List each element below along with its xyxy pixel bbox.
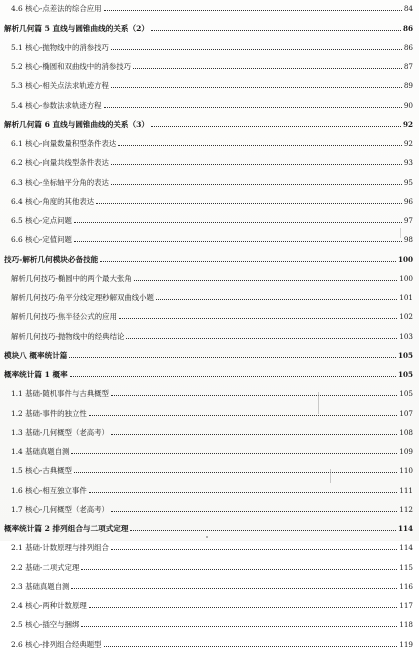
toc-entry-title: 2.2 基础-二项式定理 — [11, 562, 80, 572]
toc-entry-row — [4, 418, 413, 437]
toc-section-row — [4, 341, 413, 360]
toc-page-number: 109 — [399, 447, 413, 456]
toc-page-number: 105 — [397, 370, 413, 379]
toc-page-number: 103 — [399, 331, 413, 341]
toc-entry-title: 1.4 基础真题自测 — [11, 447, 70, 456]
toc-entry-row — [4, 533, 413, 552]
dot-leader — [89, 607, 398, 608]
toc-entry-row — [4, 187, 413, 206]
dot-leader — [119, 318, 397, 319]
toc-entry-title: 1.1 基础-随机事件与古典概型 — [11, 389, 109, 399]
toc-entry-row — [4, 283, 413, 302]
toc-entry-title: 2.4 核心-两种计数原理 — [11, 601, 87, 610]
toc-page-number: 112 — [399, 504, 413, 514]
toc-entry-row — [4, 629, 413, 648]
dot-leader — [151, 126, 401, 127]
toc-page-number: 108 — [399, 427, 413, 437]
dot-leader — [74, 241, 402, 242]
toc-page-number: 105 — [399, 389, 413, 399]
toc-entry-title: 4.6 核心-点差法的综合应用 — [11, 4, 102, 14]
toc-entry-title: 6.1 核心-向量数量积型条件表达 — [11, 139, 117, 148]
toc-page-number: 114 — [399, 543, 413, 553]
toc-entry-title: 解析几何技巧-抛物线中的经典结论 — [11, 331, 125, 341]
dot-leader — [111, 549, 397, 550]
toc-entry-title: 1.5 核心-古典概型 — [11, 466, 72, 476]
scan-mark — [330, 469, 331, 483]
toc-section-row — [4, 110, 413, 129]
toc-entry-row — [4, 552, 413, 571]
toc-page-number: 107 — [399, 408, 413, 418]
toc-entry-row — [4, 379, 413, 398]
toc-entry-row — [4, 610, 413, 629]
toc-page-number: 84 — [403, 4, 413, 14]
toc-page-number: 96 — [403, 196, 413, 206]
toc-entry-title: 5.2 核心-椭圆和双曲线中的消参技巧 — [11, 62, 132, 71]
toc-entry-row — [4, 398, 413, 417]
toc-entry-row — [4, 206, 413, 225]
toc-entry-title: 6.3 核心-坐标轴平分角的表达 — [11, 177, 109, 187]
dot-leader — [111, 511, 397, 512]
toc-page-number: 97 — [403, 216, 413, 225]
dot-leader — [100, 261, 396, 262]
toc-entry-title: 解析几何技巧-椭圆中的两个最大张角 — [11, 273, 132, 283]
dot-leader — [71, 588, 397, 589]
toc-entry-row — [4, 90, 413, 109]
toc-page-number: 115 — [399, 562, 413, 572]
dot-leader — [74, 222, 402, 223]
toc-entry-row — [4, 572, 413, 591]
toc-page-number: 90 — [403, 100, 413, 110]
toc-entry-row — [4, 0, 413, 13]
toc-page-number: 102 — [399, 312, 413, 322]
toc-entry-title: 解析几何技巧-焦半径公式的应用 — [11, 312, 117, 322]
dot-leader — [74, 472, 397, 473]
dot-leader — [104, 10, 402, 11]
toc-page-number: 105 — [397, 350, 413, 360]
toc-entry-row — [4, 437, 413, 456]
toc-section-row — [4, 244, 413, 263]
toc-page-number: 114 — [397, 524, 413, 533]
dot-leader — [111, 164, 402, 165]
toc-page-number: 116 — [399, 581, 413, 591]
toc-entry-row — [4, 148, 413, 167]
dot-leader — [70, 376, 396, 377]
toc-section-row — [4, 514, 413, 533]
toc-page-number: 92 — [402, 119, 413, 129]
toc-entry-title: 2.6 核心-排列组合经典题型 — [11, 639, 102, 649]
toc-entry-title: 5.3 核心-相关点法求轨迹方程 — [11, 81, 109, 91]
dot-leader — [69, 357, 396, 358]
toc-page-number: 101 — [399, 293, 413, 302]
toc-entry-title: 概率统计篇 1 概率 — [4, 370, 68, 379]
toc-page-number: 95 — [403, 177, 413, 187]
toc-entry-title: 2.3 基础真题自测 — [11, 581, 70, 591]
toc-entry-title: 解析几何技巧-角平分线定理秒解双曲线小题 — [11, 293, 154, 302]
toc-entry-title: 2.5 核心-插空与捆绑 — [11, 620, 80, 630]
toc-page-number: 100 — [399, 273, 413, 283]
toc-page-number: 100 — [397, 254, 413, 264]
dot-leader — [96, 203, 402, 204]
toc-entry-title: 解析几何篇 5 直线与圆锥曲线的关系（2） — [4, 23, 149, 33]
toc-entry-row — [4, 591, 413, 610]
dot-leader — [126, 338, 397, 339]
toc-entry-title: 解析几何篇 6 直线与圆锥曲线的关系（3） — [4, 119, 149, 129]
dot-leader — [111, 434, 397, 435]
dot-leader — [151, 30, 401, 31]
table-of-contents — [4, 0, 413, 649]
toc-entry-title: 6.5 核心-定点问题 — [11, 216, 72, 225]
toc-page-number: 92 — [403, 139, 413, 148]
toc-entry-title: 5.1 核心-抛物线中的消参技巧 — [11, 42, 109, 52]
toc-page-number: 119 — [399, 639, 413, 649]
toc-entry-row — [4, 225, 413, 244]
toc-page-number: 93 — [403, 158, 413, 168]
dot-leader — [134, 280, 398, 281]
dot-leader — [89, 415, 398, 416]
toc-page-number: 87 — [403, 62, 413, 71]
dot-leader — [89, 492, 398, 493]
dot-leader — [133, 68, 402, 69]
dot-leader — [81, 626, 397, 627]
toc-section-row — [4, 13, 413, 32]
toc-entry-title: 概率统计篇 2 排列组合与二项式定理 — [4, 524, 129, 533]
scan-mark — [318, 392, 319, 414]
dot-leader — [156, 299, 397, 300]
dot-leader — [111, 87, 402, 88]
dot-leader — [111, 184, 402, 185]
toc-entry-title: 技巧-解析几何模块必备技能 — [4, 254, 99, 264]
toc-entry-title: 模块八 概率统计篇 — [4, 350, 68, 360]
dot-leader — [130, 530, 396, 531]
toc-entry-row — [4, 33, 413, 52]
dot-leader — [104, 646, 398, 647]
toc-entry-row — [4, 52, 413, 71]
toc-entry-row — [4, 475, 413, 494]
dot-leader — [118, 145, 402, 146]
toc-page-number: 111 — [399, 485, 413, 495]
toc-entry-row — [4, 302, 413, 321]
dot-leader — [111, 49, 402, 50]
toc-entry-row — [4, 495, 413, 514]
toc-page-number: 110 — [399, 466, 413, 476]
toc-entry-title: 2.1 基础-计数原理与排列组合 — [11, 543, 109, 553]
dot-leader — [111, 395, 397, 396]
toc-entry-title: 6.6 核心-定值问题 — [11, 235, 72, 245]
toc-page-number: 86 — [402, 23, 413, 33]
dot-leader — [81, 569, 397, 570]
scan-dot — [206, 536, 208, 538]
toc-entry-title: 1.7 核心-几何概型（老高考） — [11, 504, 109, 514]
scan-mark — [400, 228, 401, 238]
toc-entry-row — [4, 321, 413, 340]
toc-entry-row — [4, 167, 413, 186]
toc-page-number: 117 — [399, 601, 413, 610]
toc-entry-row — [4, 456, 413, 475]
toc-entry-title: 6.4 核心-角度的其他表达 — [11, 196, 95, 206]
toc-entry-row — [4, 71, 413, 90]
toc-section-row — [4, 360, 413, 379]
toc-entry-title: 1.2 基础-事件的独立性 — [11, 408, 87, 418]
toc-entry-title: 6.2 核心-向量共线型条件表达 — [11, 158, 109, 168]
toc-entry-row — [4, 264, 413, 283]
toc-entry-title: 1.6 核心-相互独立事件 — [11, 485, 87, 495]
toc-entry-title: 5.4 核心-参数法求轨迹方程 — [11, 100, 102, 110]
dot-leader — [104, 107, 402, 108]
toc-entry-title: 1.3 基础-几何概型（老高考） — [11, 427, 109, 437]
toc-page-number: 86 — [403, 42, 413, 52]
toc-page-number: 118 — [399, 620, 413, 630]
toc-entry-row — [4, 129, 413, 148]
dot-leader — [71, 453, 397, 454]
toc-page-number: 89 — [403, 81, 413, 91]
toc-page-number: 98 — [403, 235, 413, 245]
